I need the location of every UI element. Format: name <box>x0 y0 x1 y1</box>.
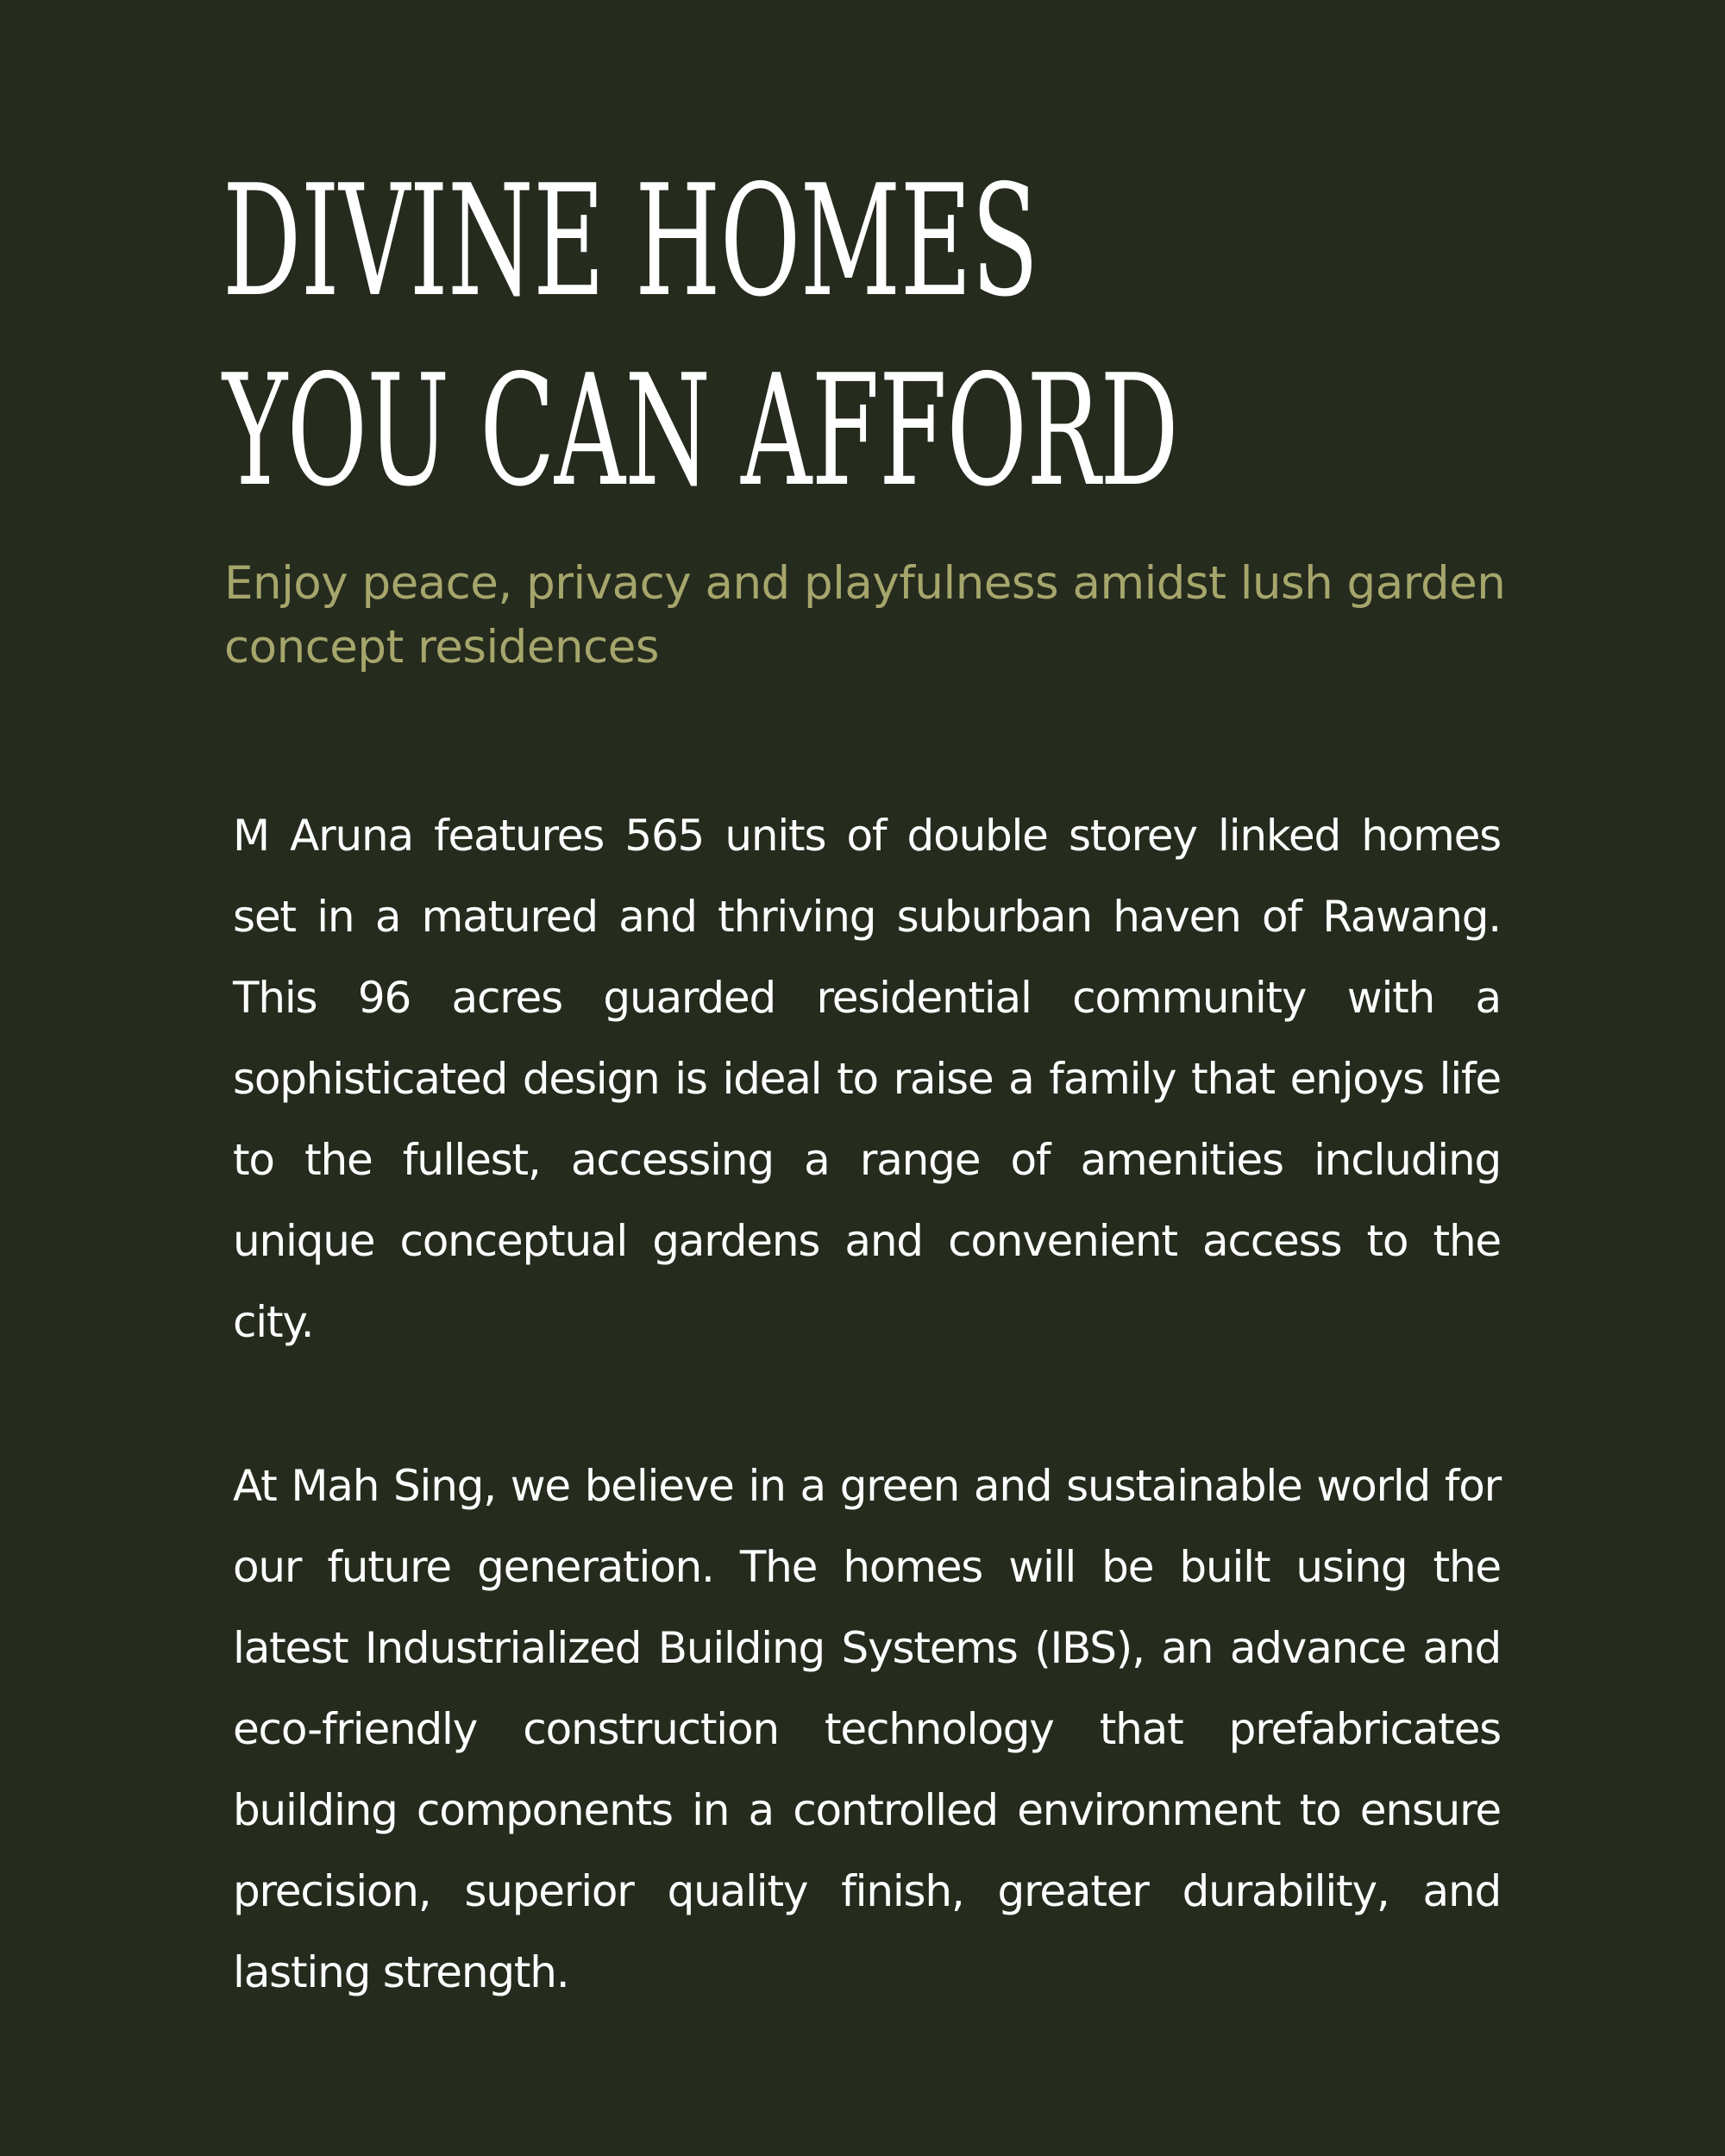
headline <box>223 147 1179 526</box>
paragraph-sustainability: At Mah Sing, we believe in a green and sustainable world for our future generation. The homes will be built using the latest Industrialized Building Systems (IBS), an advance and eco-friendly construction technology that prefabricates building components in a controlled environment to ensure precision, superior quality finish, greater durability, and lasting strength. <box>233 1461 1501 1997</box>
paragraph-project-description: M Aruna features 565 units of double storey linked homes set in a matured and thriving suburban haven of Rawang. This 96 acres guarded residential community with a sophisticated design is ideal to raise a family that enjoys life to the fullest, accessing a range of amenities including unique conceptual gardens and convenient access to the city. <box>233 811 1501 1347</box>
subtitle: Enjoy peace, privacy and playfulness amidst lush garden concept residences <box>224 557 1506 674</box>
headline-line-1: DIVINE HOMES <box>223 152 1038 330</box>
headline-line-2: YOU CAN AFFORD <box>223 342 1179 520</box>
